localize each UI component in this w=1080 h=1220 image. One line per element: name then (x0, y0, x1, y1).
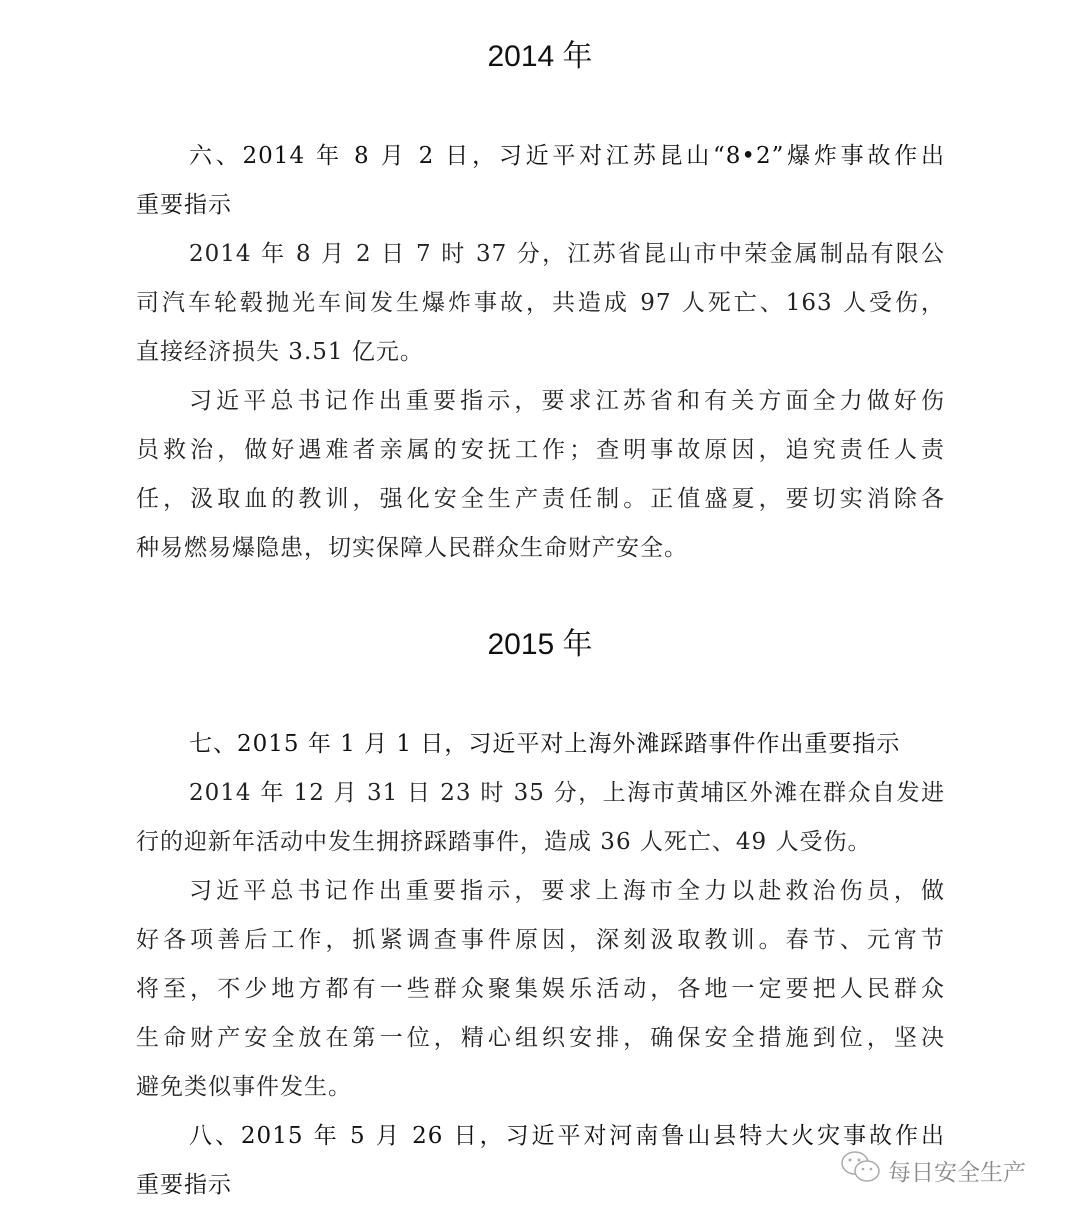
text-line: 生命财产安全放在第一位，精心组织安排，确保安全措施到位，坚决 (136, 1025, 945, 1051)
text-line: 好各项善后工作，抓紧调查事件原因，深刻汲取教训。春节、元宵节 (136, 927, 945, 953)
watermark (840, 1150, 1026, 1190)
text-line: 重要指示 (136, 1172, 232, 1198)
paragraph (136, 867, 945, 1112)
text-line: 将至，不少地方都有一些群众聚集娱乐活动，各地一定要把人民群众 (136, 976, 945, 1002)
section-heading-2014: 2014 年 (487, 40, 593, 73)
text-line: 任，汲取血的教训，强化安全生产责任制。正值盛夏，要切实消除各 (136, 486, 945, 512)
text-line: 七、2015 年 1 月 1 日，习近平对上海外滩踩踏事件作出重要指示 (189, 731, 901, 757)
watermark-text: 每日安全生产 (888, 1159, 1026, 1186)
text-line: 员救治，做好遇难者亲属的安抚工作；查明事故原因，追究责任人责 (136, 437, 945, 463)
text-line: 直接经济损失 3.51 亿元。 (136, 339, 424, 365)
section-body-2014 (136, 132, 945, 573)
text-line: 六、2014 年 8 月 2 日，习近平对江苏昆山“8•2”爆炸事故作出 (189, 143, 945, 169)
text-line: 八、2015 年 5 月 26 日，习近平对河南鲁山县特大火灾事故作出 (189, 1123, 945, 1149)
text-line: 重要指示 (136, 192, 232, 218)
text-line: 种易燃易爆隐患，切实保障人民群众生命财产安全。 (136, 535, 688, 561)
item-title (136, 132, 945, 230)
section-heading-2015: 2015 年 (487, 628, 593, 661)
text-line: 2014 年 8 月 2 日 7 时 37 分，江苏省昆山市中荣金属制品有限公 (189, 241, 945, 267)
text-line: 行的迎新年活动中发生拥挤踩踏事件，造成 36 人死亡、49 人受伤。 (136, 829, 872, 855)
text-line: 习近平总书记作出重要指示，要求江苏省和有关方面全力做好伤 (189, 388, 945, 414)
wechat-icon (840, 1150, 882, 1190)
text-line: 司汽车轮毂抛光车间发生爆炸事故，共造成 97 人死亡、163 人受伤， (136, 290, 945, 316)
paragraph (136, 230, 945, 377)
section-body-2015 (136, 720, 945, 1210)
text-line: 习近平总书记作出重要指示，要求上海市全力以赴救治伤员，做 (189, 878, 945, 904)
item-title (136, 720, 945, 769)
text-line: 避免类似事件发生。 (136, 1074, 352, 1100)
text-line: 2014 年 12 月 31 日 23 时 35 分，上海市黄埔区外滩在群众自发进 (189, 780, 945, 806)
paragraph (136, 769, 945, 867)
paragraph (136, 377, 945, 573)
item-title (136, 1112, 945, 1210)
